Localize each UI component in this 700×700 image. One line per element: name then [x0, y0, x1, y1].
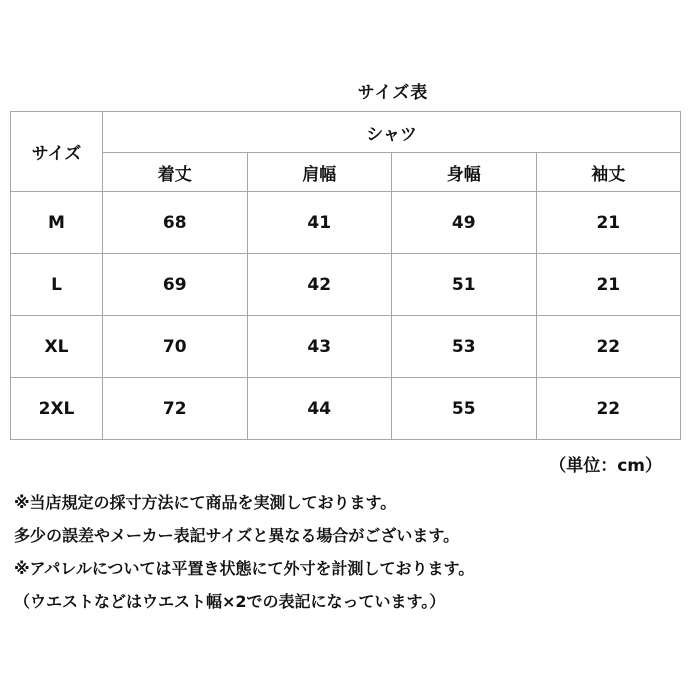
table-cell: 43: [247, 316, 392, 378]
table-cell: 70: [103, 316, 248, 378]
table-cell: 51: [392, 254, 537, 316]
notes: [14, 486, 694, 618]
note-line: ※当店規定の採寸方法にて商品を実測しております。: [14, 493, 397, 512]
table-cell: 68: [103, 192, 248, 254]
note-line: 多少の誤差やメーカー表記サイズと異なる場合がございます。: [14, 526, 460, 545]
size-label-cell: XL: [11, 316, 103, 378]
column-header-shoulder: 肩幅: [247, 153, 392, 192]
size-label-cell: 2XL: [11, 378, 103, 440]
table-cell: 21: [536, 192, 681, 254]
table-cell: 22: [536, 316, 681, 378]
note-line: （ウエストなどはウエスト幅×2での表記になっています。）: [14, 592, 446, 611]
table-cell: 49: [392, 192, 537, 254]
unit-label: （単位：cm）: [549, 456, 662, 476]
size-table: [10, 111, 681, 440]
table-cell: 55: [392, 378, 537, 440]
size-label-cell: L: [11, 254, 103, 316]
group-header-cell: シャツ: [103, 112, 681, 153]
table-row: [11, 378, 681, 440]
size-header-cell: サイズ: [11, 112, 103, 192]
column-header-chest: 身幅: [392, 153, 537, 192]
table-header-row: [11, 112, 681, 153]
size-label-cell: M: [11, 192, 103, 254]
note-line: ※アパレルについては平置き状態にて外寸を計測しております。: [14, 559, 475, 578]
table-cell: 53: [392, 316, 537, 378]
table-cell: 72: [103, 378, 248, 440]
column-header-row: [11, 153, 681, 192]
table-row: [11, 192, 681, 254]
table-row: [11, 316, 681, 378]
table-cell: 22: [536, 378, 681, 440]
page-title: サイズ表: [357, 83, 429, 103]
column-header-length: 着丈: [103, 153, 248, 192]
table-cell: 69: [103, 254, 248, 316]
table-cell: 44: [247, 378, 392, 440]
table-row: [11, 254, 681, 316]
column-header-sleeve: 袖丈: [536, 153, 681, 192]
table-cell: 42: [247, 254, 392, 316]
table-cell: 41: [247, 192, 392, 254]
table-cell: 21: [536, 254, 681, 316]
